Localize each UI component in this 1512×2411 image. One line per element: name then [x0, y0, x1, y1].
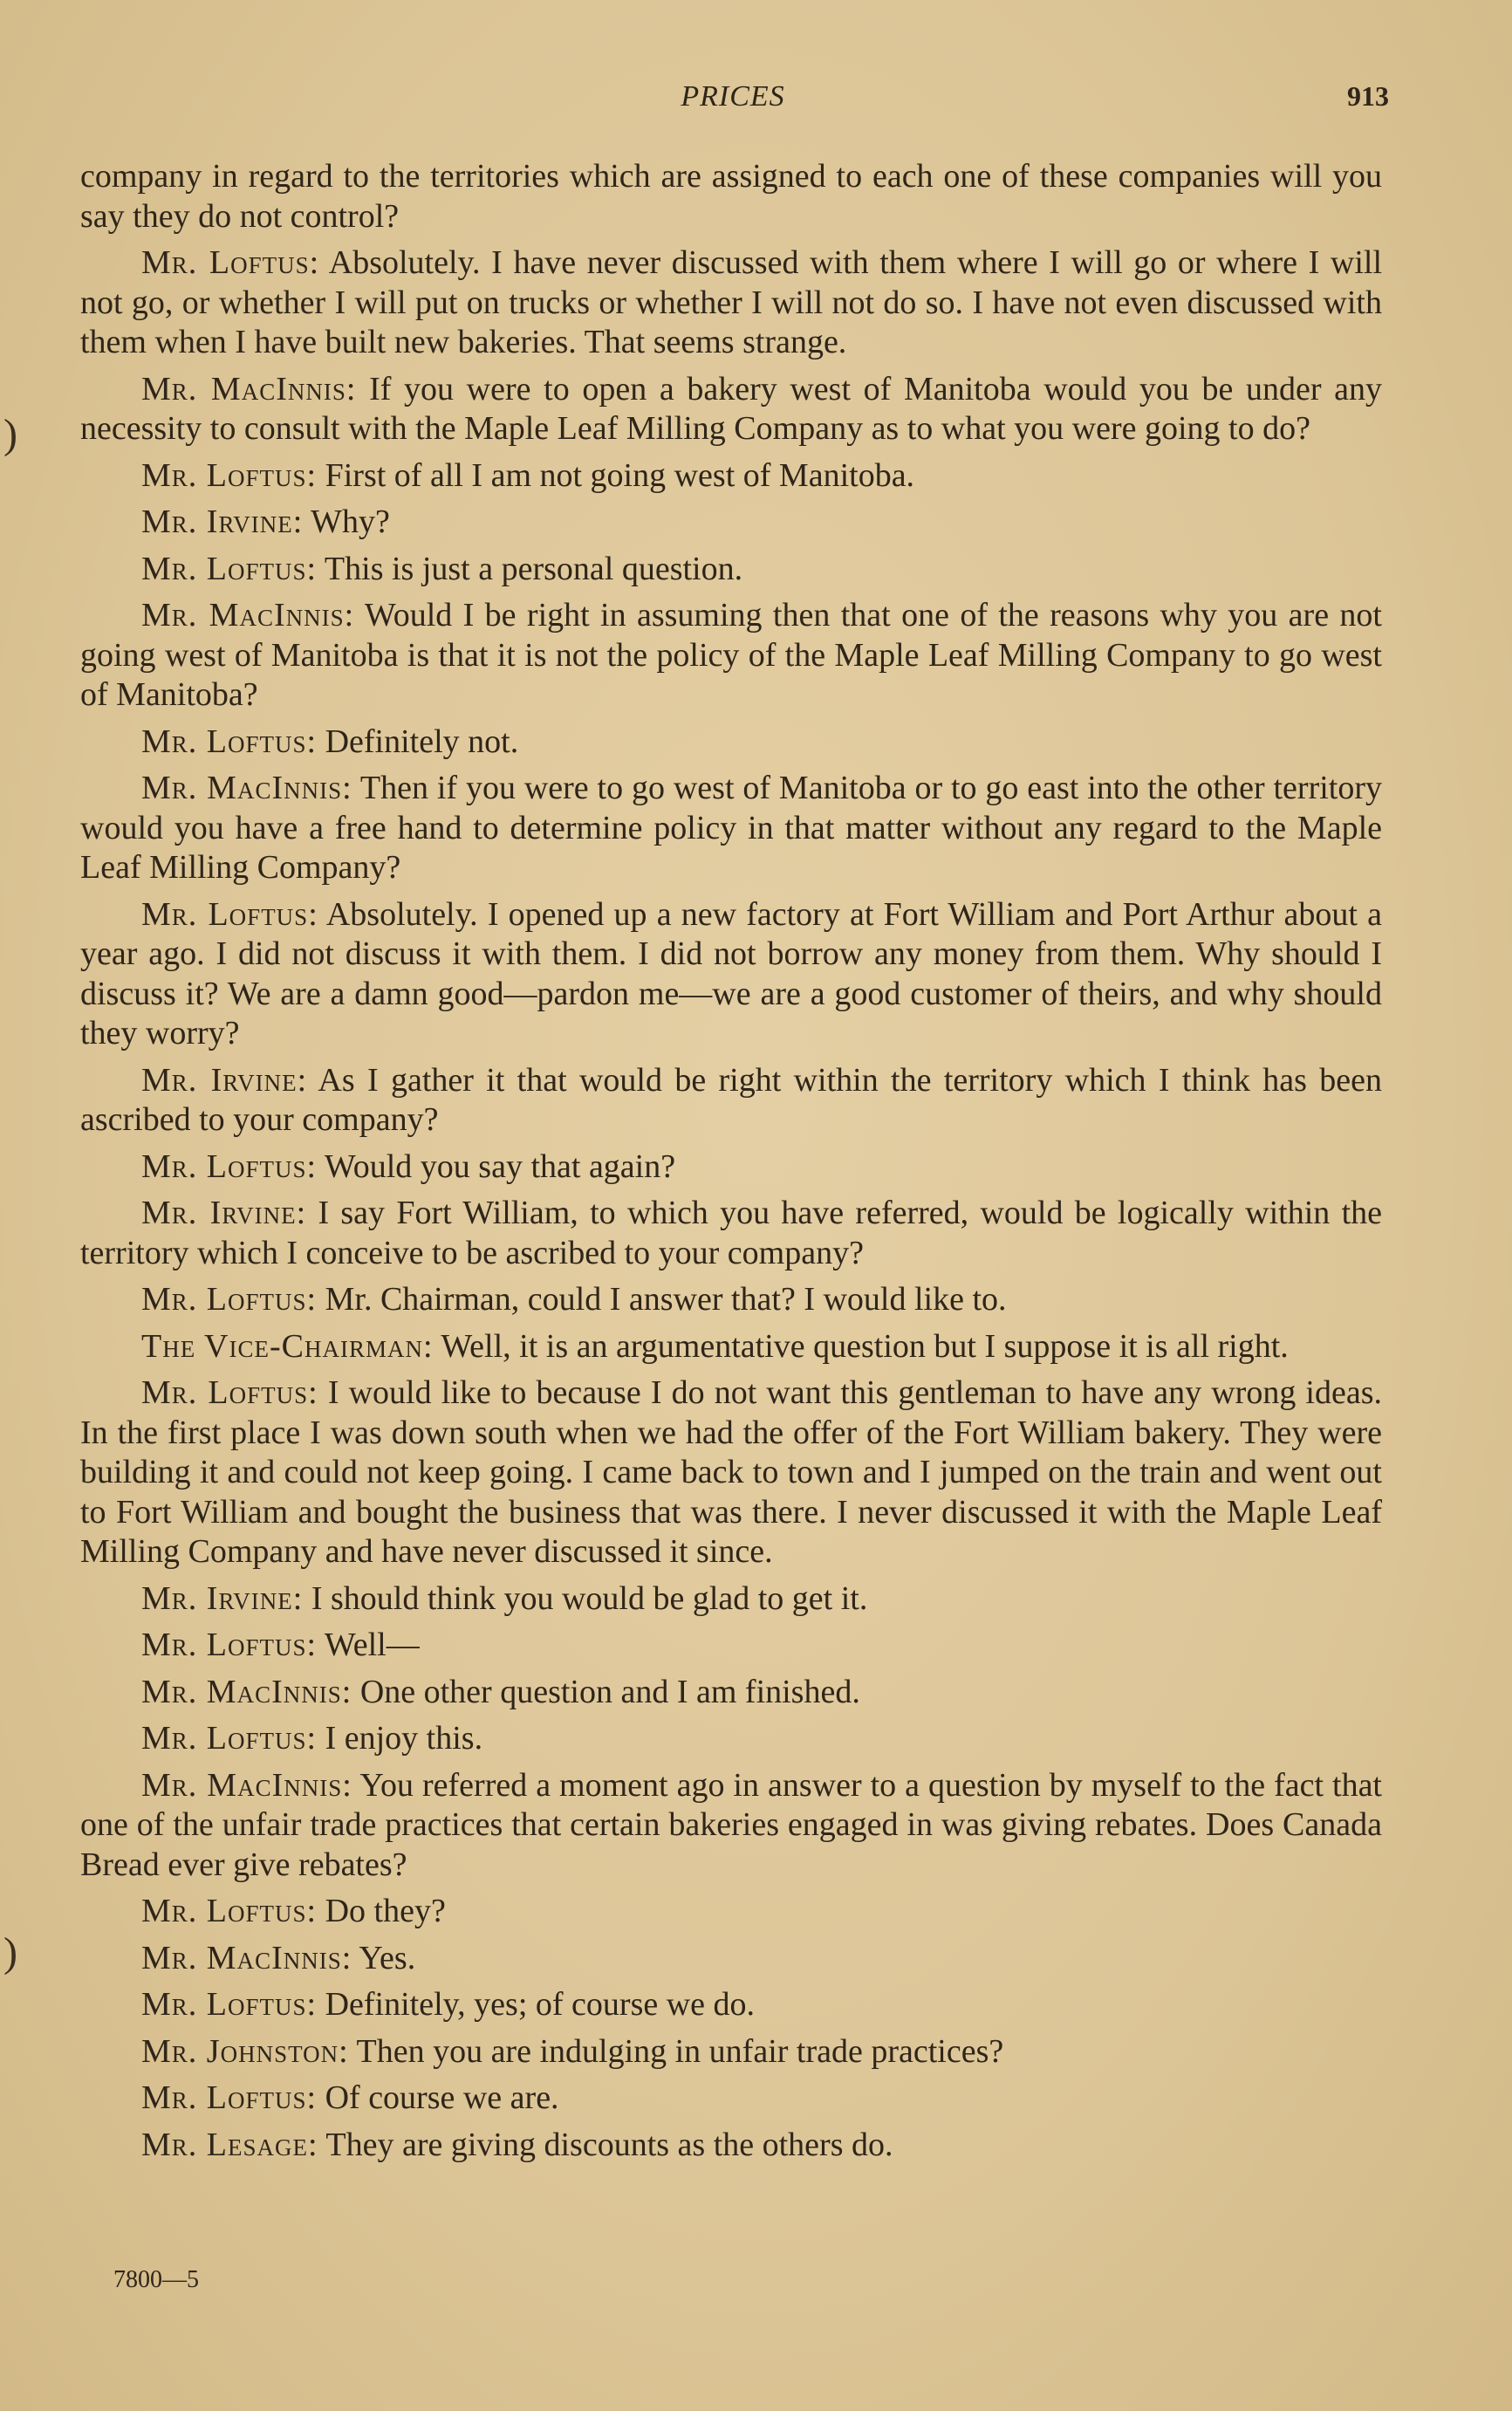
speaker-name: Mr. Loftus:	[141, 1627, 318, 1663]
speech-paragraph	[80, 1194, 1382, 1273]
speech-paragraph	[80, 1280, 1382, 1320]
speech-paragraph	[80, 1061, 1382, 1140]
continued-paragraph	[80, 157, 1382, 236]
speech-text: Yes.	[359, 1939, 416, 1976]
speech-text: Why?	[311, 503, 390, 540]
speaker-name: Mr. MacInnis:	[141, 1766, 352, 1804]
speech-paragraph	[80, 1626, 1382, 1666]
speaker-name: Mr. Loftus:	[141, 2079, 318, 2116]
speech-text: Mr. Chairman, could I answer that? I would like to.	[325, 1281, 1007, 1318]
speech-text: company in regard to the territories which are assigned to each one of these companies will you say they do not control?	[80, 158, 1382, 235]
speaker-name: Mr. Loftus:	[141, 550, 318, 587]
page-header	[79, 80, 1387, 124]
speech-text: I should think you would be glad to get it.	[311, 1579, 868, 1617]
speaker-name: Mr. Irvine:	[141, 1061, 308, 1099]
speech-text: I would like to because I do not want this gentleman to have any wrong ideas. In the first place I was down south when we had the offer of the Fort William bakery. They were building it and could not keep going. I came back to town and I jumped on the train and went out to Fort William and bought the business that was there. I never discussed it with the Maple Leaf Milling Company and have never discussed it since.	[80, 1374, 1383, 1570]
speaker-name: Mr. Loftus:	[141, 1893, 318, 1929]
speech-text: Do they?	[325, 1893, 446, 1929]
speech-paragraph	[80, 2032, 1382, 2072]
speech-text: Absolutely. I opened up a new factory at Fort William and Port Arthur about a year ago. I did not discuss it with them. I did not borrow any money from them. Why should I discuss it? We are a damn good—pardon me—we are a good customer of theirs, and why should they worry?	[80, 895, 1382, 1051]
speaker-name: Mr. MacInnis:	[141, 370, 357, 408]
speech-text: If you were to open a bakery west of Manitoba would you be under any necessity to consult with the Maple Leaf Milling Company as to what you were going to do?	[80, 370, 1383, 447]
speech-paragraph	[80, 769, 1382, 888]
speech-text: They are giving discounts as the others do.	[325, 2126, 893, 2163]
speech-text: First of all I am not going west of Manitoba.	[325, 456, 915, 494]
speech-text: You referred a moment ago in answer to a question by myself to the fact that one of the unfair trade practices that certain bakeries engaged in was giving rebates. Does Canada Bread ever give rebates?	[80, 1766, 1382, 1883]
speaker-name: Mr. Loftus:	[141, 723, 318, 760]
speech-text: Definitely, yes; of course we do.	[325, 1986, 756, 2023]
speaker-name: Mr. Lesage:	[141, 2126, 318, 2163]
speaker-name: Mr. Loftus:	[141, 895, 318, 933]
speech-text: Would you say that again?	[324, 1147, 676, 1185]
speaker-name: Mr. Loftus:	[141, 1374, 318, 1411]
speech-paragraph	[80, 456, 1382, 497]
speaker-name: Mr. Irvine:	[141, 1579, 304, 1617]
speech-text: Then you are indulging in unfair trade practices?	[356, 2032, 1004, 2070]
speech-text: I enjoy this.	[325, 1720, 483, 1757]
speaker-name: Mr. MacInnis:	[141, 1939, 352, 1976]
speech-text: Then if you were to go west of Manitoba or to go east into the other territory would you have a free hand to determine policy in that matter without any regard to the Maple Leaf Milling Company?	[80, 770, 1383, 886]
speech-paragraph	[80, 1719, 1382, 1759]
speech-paragraph	[80, 1373, 1382, 1572]
speech-text: This is just a personal question.	[324, 550, 743, 587]
speech-paragraph	[80, 1766, 1382, 1886]
page-number: 913	[1347, 80, 1389, 112]
speaker-name: Mr. Loftus:	[141, 456, 318, 494]
speech-paragraph	[80, 503, 1382, 543]
speech-text: Would I be right in assuming then that one of the reasons why you are not going west of Manitoba is that it is not the policy of the Maple Leaf Milling Company to go west of Manitoba?	[80, 597, 1382, 713]
speaker-name: Mr. Loftus:	[141, 1147, 318, 1185]
speech-paragraph	[80, 1147, 1382, 1188]
transcript-body	[80, 157, 1382, 2172]
speech-text: One other question and I am finished.	[359, 1673, 860, 1710]
speech-text: I say Fort William, to which you have referred, would be logically within the territory which I conceive to be ascribed to your company?	[80, 1195, 1382, 1271]
speech-paragraph	[80, 1327, 1382, 1367]
speech-text: Well, it is an argumentative question but I suppose it is all right.	[441, 1327, 1289, 1365]
speaker-name: Mr. MacInnis:	[141, 1673, 352, 1710]
margin-bracket-mark: )	[3, 411, 17, 457]
speech-text: Well—	[324, 1627, 420, 1663]
speaker-name: Mr. Irvine:	[141, 1195, 307, 1231]
speech-paragraph	[80, 723, 1382, 763]
speech-paragraph	[80, 550, 1382, 590]
running-title: PRICES	[681, 80, 785, 113]
speech-paragraph	[80, 1939, 1382, 1979]
speech-paragraph	[80, 1579, 1382, 1620]
speaker-name: Mr. Loftus:	[141, 1720, 318, 1757]
speech-paragraph	[80, 2079, 1382, 2119]
speaker-name: The Vice-Chairman:	[141, 1327, 434, 1365]
speaker-name: Mr. Loftus:	[141, 1986, 318, 2023]
speech-text: As I gather it that would be right within the territory which I think has been ascribed to your company?	[80, 1061, 1382, 1138]
speech-paragraph	[80, 370, 1382, 449]
speech-paragraph	[80, 1985, 1382, 2025]
speaker-name: Mr. Loftus:	[141, 244, 320, 281]
speech-paragraph	[80, 596, 1382, 716]
speaker-name: Mr. MacInnis:	[141, 597, 355, 634]
speaker-name: Mr. Irvine:	[141, 503, 304, 540]
speech-paragraph	[80, 1673, 1382, 1713]
speech-paragraph	[80, 243, 1382, 363]
margin-bracket-mark: )	[3, 1929, 17, 1976]
speech-paragraph	[80, 895, 1382, 1054]
speech-text: Absolutely. I have never discussed with them where I will go or where I will not go, or whether I will put on trucks or whether I will not do so. I have not even discussed with them when I have built new bakeries. That seems strange.	[80, 244, 1383, 360]
speech-text: Definitely not.	[325, 723, 519, 760]
speaker-name: Mr. Loftus:	[141, 1281, 318, 1318]
speech-paragraph	[80, 1892, 1382, 1932]
speaker-name: Mr. MacInnis:	[141, 770, 352, 806]
printer-signature: 7800—5	[113, 2266, 199, 2293]
speech-paragraph	[80, 2126, 1382, 2166]
speech-text: Of course we are.	[325, 2079, 559, 2116]
speaker-name: Mr. Johnston:	[141, 2032, 349, 2070]
